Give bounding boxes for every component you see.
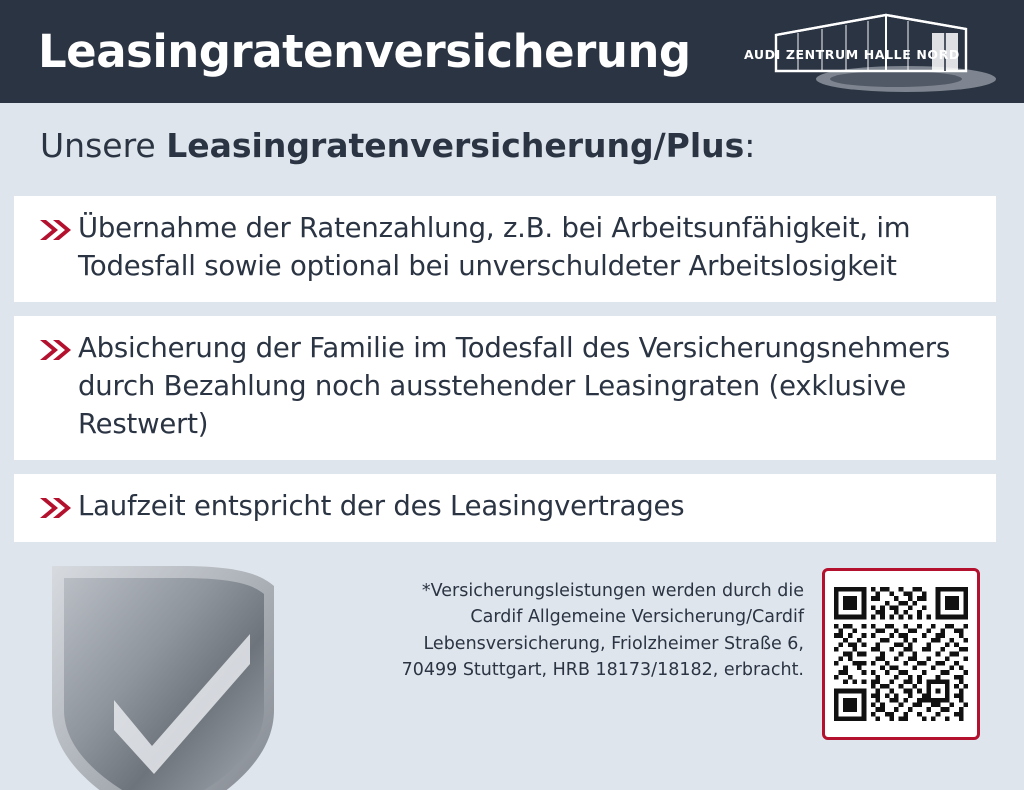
legal-footnote: *Versicherungsleistungen werden durch die Cardif Allgemeine Versicherung/Cardif Lebensversicherung, Friolzheimer Straße 6, 70499 Stuttgart, HRB 18173/18182, erbracht.: [401, 581, 804, 680]
section-subtitle: [40, 126, 755, 165]
subtitle-prefix: Unsere: [40, 126, 167, 165]
page-title: Leasingratenversicherung: [38, 25, 691, 78]
qr-code[interactable]: [822, 568, 980, 740]
list-item: [14, 196, 996, 302]
shield-checkmark-graphic: [44, 560, 316, 790]
benefits-list: [14, 196, 996, 556]
page-header: [0, 0, 1024, 103]
dealer-logo: [736, 9, 996, 95]
subtitle-emphasis: Leasingratenversicherung/Plus: [166, 126, 745, 165]
list-item-label: Absicherung der Familie im Todesfall des Versicherungsnehmers durch Bezahlung noch ausstehender Leasingraten (exklusive Restwert): [78, 331, 951, 440]
double-chevron-right-icon: [32, 330, 78, 362]
list-item: [14, 316, 996, 460]
dealer-name: AUDI ZENTRUM HALLE NORD: [744, 46, 960, 62]
list-item-label: Laufzeit entspricht der des Leasingvertrages: [78, 489, 685, 522]
double-chevron-right-icon: [32, 488, 78, 520]
qr-code-image: [834, 580, 968, 728]
list-item: [14, 474, 996, 542]
subtitle-suffix: :: [744, 126, 756, 165]
double-chevron-right-icon: [32, 210, 78, 242]
list-item-label: Übernahme der Ratenzahlung, z.B. bei Arbeitsunfähigkeit, im Todesfall sowie optional bei unverschuldeter Arbeitslosigkeit: [78, 212, 911, 282]
